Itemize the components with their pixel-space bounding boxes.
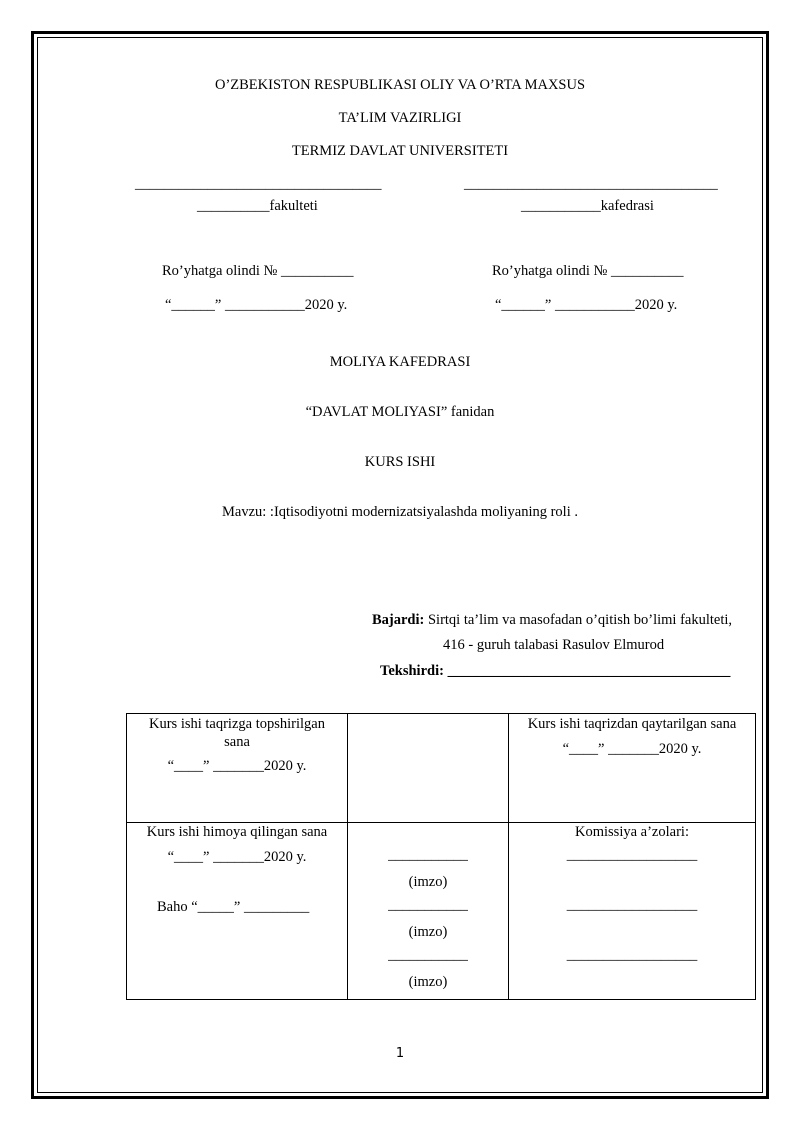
group-line: 416 - guruh talabasi Rasulov Elmurod bbox=[443, 637, 665, 653]
review-table bbox=[126, 713, 756, 1000]
page-number: 1 bbox=[395, 1046, 405, 1061]
returned-cell bbox=[509, 714, 756, 823]
left-date: “______” ___________2020 y. bbox=[165, 297, 348, 313]
performer-label: Bajardi: bbox=[372, 612, 425, 628]
right-date: “______” ___________2020 y. bbox=[495, 297, 678, 313]
faculty-blank-line: __________________________________ bbox=[135, 176, 382, 192]
defended-label: Kurs ishi himoya qilingan sana bbox=[146, 824, 328, 840]
right-registration: Ro’yhatga olindi № __________ bbox=[492, 263, 684, 279]
commission-line-3: __________________ bbox=[566, 947, 698, 963]
submitted-label: Kurs ishi taqrizga topshirilgan bbox=[149, 716, 325, 732]
faculty-label: __________fakulteti bbox=[197, 198, 318, 214]
performer-value: Sirtqi ta’lim va masofadan o’qitish bo’limi fakulteti, bbox=[424, 612, 733, 628]
signature-line-2: ___________ bbox=[388, 897, 468, 913]
signature-label-1: (imzo) bbox=[408, 874, 448, 890]
ministry-line-1: O’ZBEKISTON RESPUBLIKASI OLIY VA O’RTA MAXSUS bbox=[214, 77, 586, 93]
returned-label: Kurs ishi taqrizdan qaytarilgan sana bbox=[527, 716, 737, 732]
university-name: TERMIZ DAVLAT UNIVERSITETI bbox=[291, 143, 509, 159]
returned-date: “____” _______2020 y. bbox=[562, 741, 702, 757]
signature-line-3: ___________ bbox=[388, 947, 468, 963]
checker-label: Tekshirdi: bbox=[380, 663, 444, 679]
signature-line-1: ___________ bbox=[388, 847, 468, 863]
signature-label-2: (imzo) bbox=[408, 924, 448, 940]
defended-date: “____” _______2020 y. bbox=[167, 849, 307, 865]
grade: Baho “_____” _________ bbox=[157, 899, 310, 915]
commission-line-1: __________________ bbox=[566, 847, 698, 863]
signatures-cell bbox=[348, 823, 509, 1000]
empty-cell bbox=[348, 714, 509, 823]
department-label: ___________kafedrasi bbox=[521, 198, 654, 214]
left-registration: Ro’yhatga olindi № __________ bbox=[162, 263, 354, 279]
commission-cell bbox=[509, 823, 756, 1000]
commission-label: Komissiya a’zolari: bbox=[575, 824, 689, 840]
checker-line bbox=[380, 663, 730, 680]
ministry-line-2: TA’LIM VAZIRLIGI bbox=[338, 110, 462, 126]
defended-cell bbox=[127, 823, 348, 1000]
topic: Mavzu: :Iqtisodiyotni modernizatsiyalashda moliyaning roli . bbox=[222, 504, 578, 520]
department-blank-line: ___________________________________ bbox=[464, 176, 718, 192]
department-title: MOLIYA KAFEDRASI bbox=[329, 354, 471, 370]
submitted-label-2: sana bbox=[224, 734, 250, 750]
submitted-cell bbox=[127, 714, 348, 823]
submitted-date: “____” _______2020 y. bbox=[167, 758, 307, 774]
subject-title: “DAVLAT MOLIYASI” fanidan bbox=[305, 404, 495, 420]
work-type: KURS ISHI bbox=[364, 454, 436, 470]
commission-line-2: __________________ bbox=[566, 897, 698, 913]
checker-blank: _______________________________________ bbox=[443, 663, 731, 679]
signature-label-3: (imzo) bbox=[408, 974, 448, 990]
performer-line bbox=[372, 612, 732, 629]
